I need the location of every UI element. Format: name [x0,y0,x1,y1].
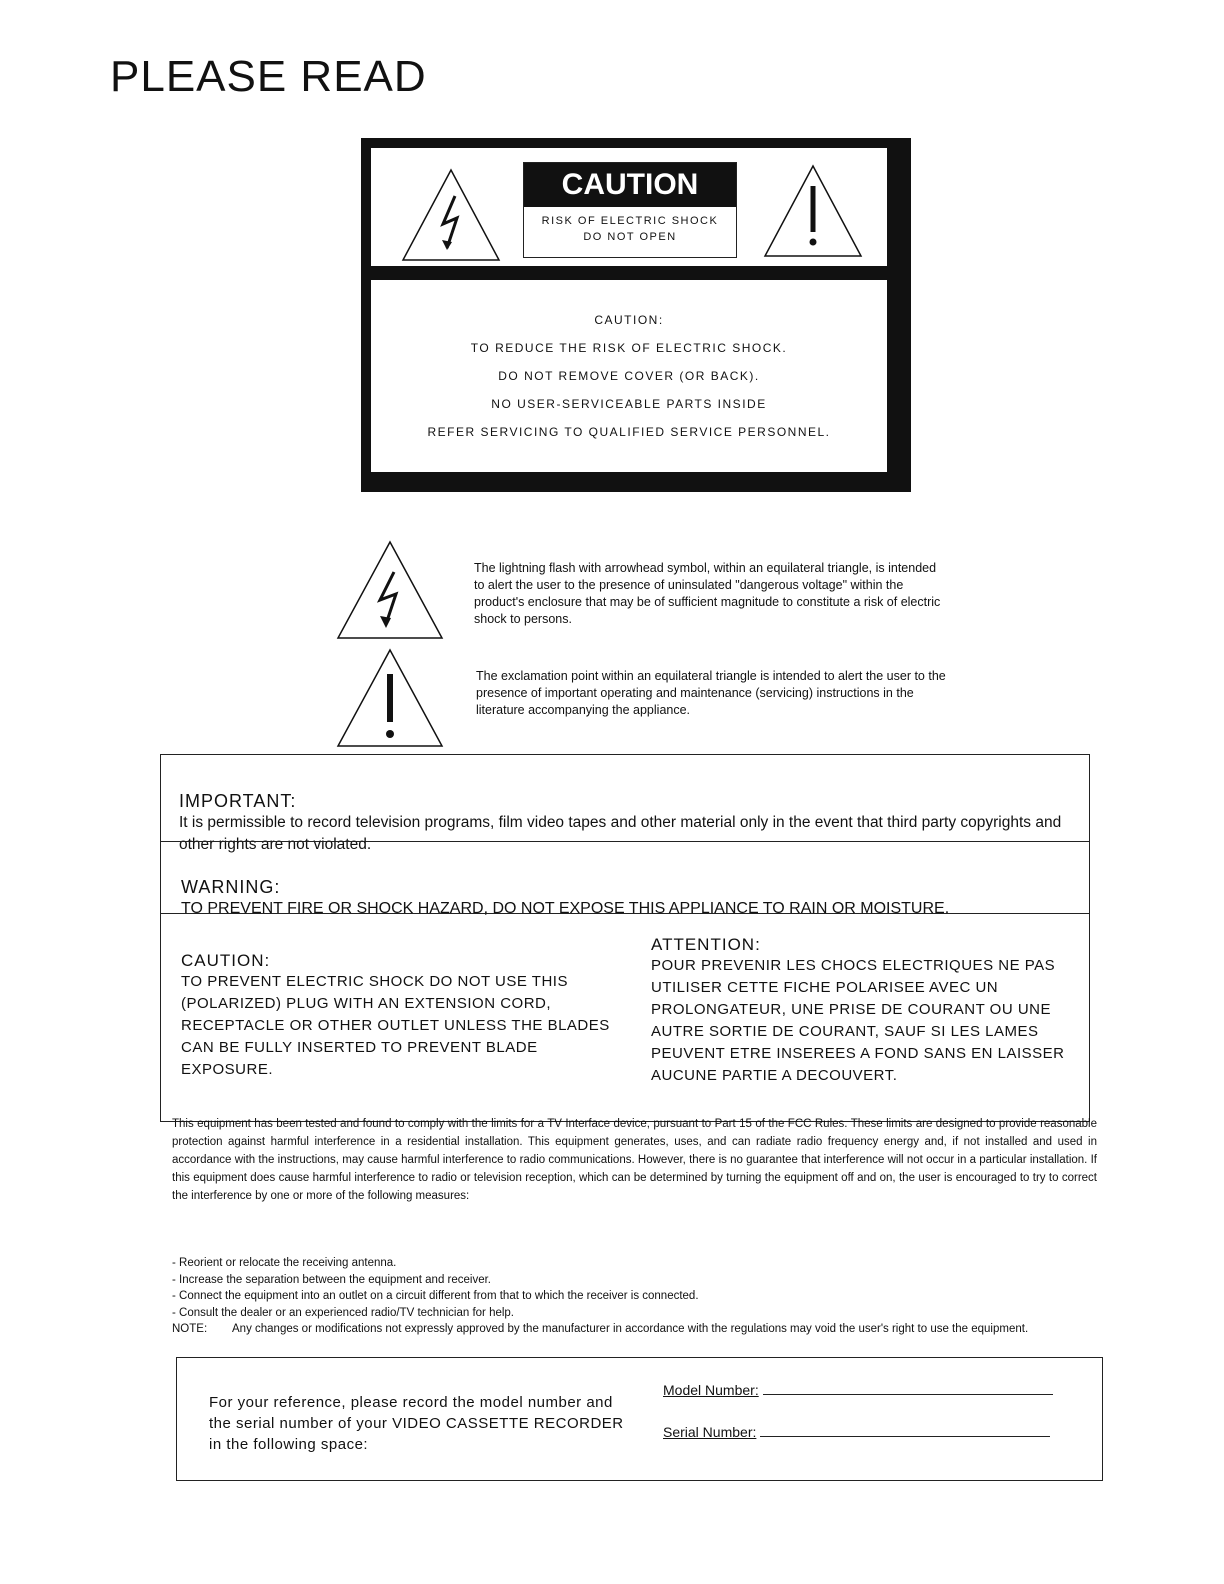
attention-body: POUR PREVENIR LES CHOCS ELECTRIQUES NE PAS UTILISER CETTE FICHE POLARISEE AVEC UN PROLONGATEUR, UNE PRISE DE COURANT OU UNE AUTRE SORTIE DE COURANT, SAUF SI LES LAMES PEUVENT ETRE INSEREES A FOND SANS EN LAISSER AUCUNE PARTIE A DECOUVERT. [651,957,1065,1084]
list-item: - Reorient or relocate the receiving antenna. [172,1257,397,1269]
attention-title: ATTENTION: [651,935,761,954]
important-section [179,791,1079,856]
fcc-note [172,1321,1102,1338]
exclamation-warning-icon [761,162,865,262]
caution-body: TO PREVENT ELECTRIC SHOCK DO NOT USE THIS (POLARIZED) PLUG WITH AN EXTENSION CORD, RECEPTACLE OR OTHER OUTLET UNLESS THE BLADES CAN BE FULLY INSERTED TO PREVENT BLADE EXPOSURE. [181,973,610,1078]
warning-body: TO PREVENT FIRE OR SHOCK HAZARD, DO NOT EXPOSE THIS APPLIANCE TO RAIN OR MOISTURE. [181,900,950,917]
model-number-line[interactable] [763,1380,1053,1395]
fcc-measures [172,1255,1102,1338]
reference-text: For your reference, please record the model number and the serial number of your VIDEO CASSETTE RECORDER in the following space: [209,1394,624,1453]
caution-title: CAUTION: [181,951,271,970]
attention-section [651,935,1071,1087]
important-body: It is permissible to record television programs, film video tapes and other material only in the event that third party copyrights and other rights are not violated. [179,814,1062,853]
caution-badge-line1: RISK OF ELECTRIC SHOCK [541,215,719,227]
important-title: IMPORTANT: [179,791,297,811]
note-label: NOTE: [172,1323,208,1335]
caution-label [361,138,911,492]
lightning-warning-icon [334,538,446,642]
serial-number-field[interactable] [663,1422,1073,1440]
lightning-symbol-description: The lightning flash with arrowhead symbol, within an equilateral triangle, is intended to alert the user to the presence of uninsulated "dangerous voltage" within the product's enclosure that may be of sufficient magnitude to constitute a risk of electric shock to persons. [474,561,941,626]
caution-label-header [371,148,887,266]
warning-title: WARNING: [181,877,281,897]
label-line: REFER SERVICING TO QUALIFIED SERVICE PERSONNEL. [427,425,831,439]
caution-label-body [371,280,887,472]
label-line: NO USER-SERVICEABLE PARTS INSIDE [491,397,767,411]
exclamation-warning-icon [334,646,446,750]
serial-number-line[interactable] [760,1422,1050,1437]
serial-number-label: Serial Number: [663,1424,757,1440]
caution-badge-title: CAUTION [524,163,736,207]
reference-box [176,1357,1103,1481]
page-title: PLEASE READ [110,52,427,101]
list-item: - Connect the equipment into an outlet on a circuit different from that to which the receiver is connected. [172,1290,699,1302]
caution-section [181,951,611,1081]
label-line: CAUTION: [594,313,664,327]
divider [161,841,1089,842]
list-item: - Consult the dealer or an experienced radio/TV technician for help. [172,1306,515,1319]
label-line: TO REDUCE THE RISK OF ELECTRIC SHOCK. [470,341,788,355]
lightning-warning-icon [399,166,503,266]
caution-badge [523,162,737,258]
caution-badge-line2: DO NOT OPEN [583,231,677,243]
list-item: - Increase the separation between the equipment and receiver. [172,1273,492,1286]
note-text: Any changes or modifications not expressly approved by the manufacturer in accordance with the regulations may void the user's right to use the equipment. [232,1323,1029,1335]
model-number-label: Model Number: [663,1382,759,1398]
exclamation-symbol-description: The exclamation point within an equilateral triangle is intended to alert the user to the presence of important operating and maintenance (servicing) instructions in the literature accompanying the appliance. [476,669,946,717]
fcc-statement: This equipment has been tested and found to comply with the limits for a TV Interface device, pursuant to Part 15 of the FCC Rules. These limits are designed to provide reasonable protection against harmful interference in a residential installation. This equipment generates, uses, and can radiate radio frequency energy and, if not installed and used in accordance with the instructions, may cause harmful interference to radio communications. However, there is no guarantee that interference will not occur in a particular installation. If this equipment does cause harmful interference to radio or television reception, which can be determined by turning the equipment off and on, the user is encouraged to try to correct the interference by one or more of the following measures: [172,1118,1097,1202]
label-line: DO NOT REMOVE COVER (OR BACK). [498,369,760,383]
model-number-field[interactable] [663,1380,1073,1398]
divider [161,913,1089,914]
notices-box [160,754,1090,1122]
